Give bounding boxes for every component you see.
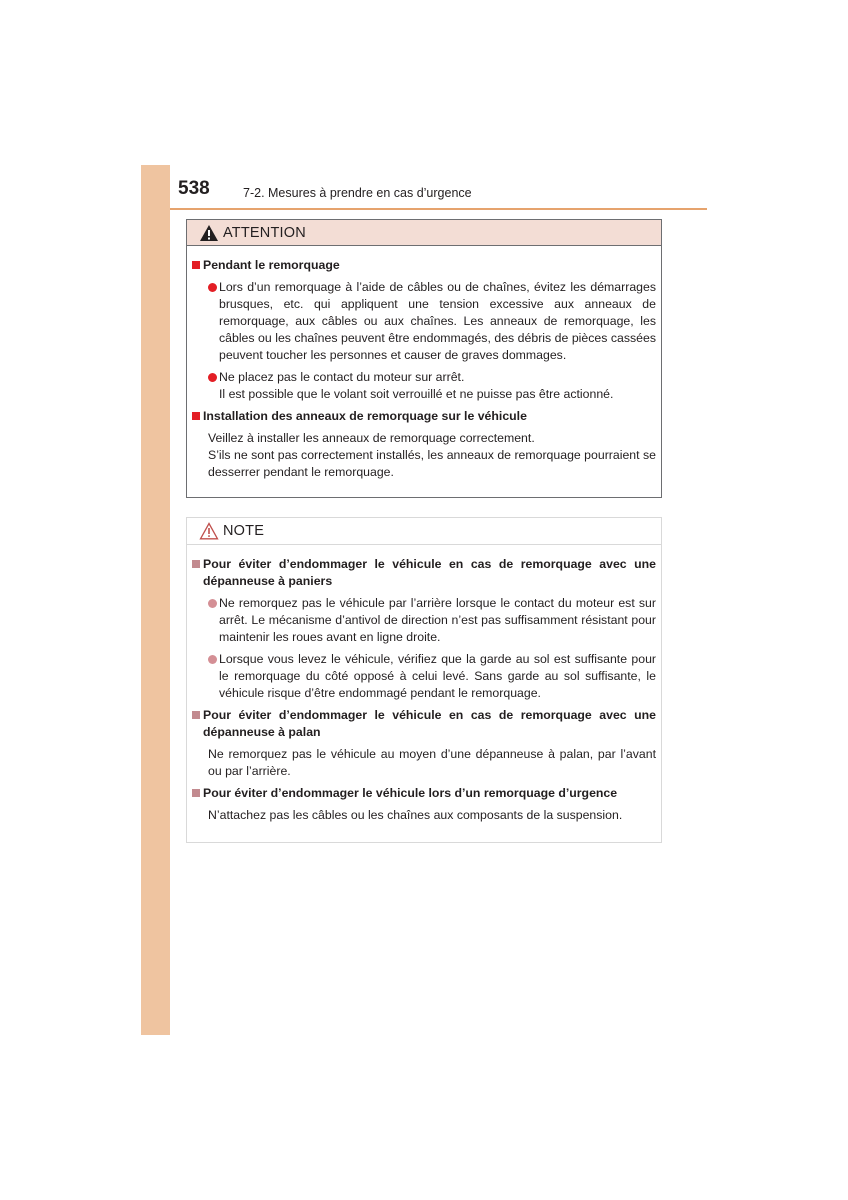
attention-title: ATTENTION <box>223 224 306 241</box>
attention-bullet-1: Lors d’un remorquage à l’aide de câbles ou de chaînes, évitez les démarrages brusques, etc. qui appliquent une tension excessive aux anneaux de remorquage, aux câbles ou aux chaînes. Les anneaux de remorquage, les câbles ou les chaînes peuvent être endommagés, des débris de pièces cassées peuvent toucher les personnes et causer de graves dommages. <box>192 279 656 364</box>
note-box <box>186 517 662 843</box>
note-heading-basket-text: Pour éviter d’endommager le véhicule en cas de remorquage avec une dépanneuse à paniers <box>203 557 656 588</box>
page-header <box>170 176 707 210</box>
side-tab-band <box>141 165 170 1035</box>
note-bullet-1: Ne remorquez pas le véhicule par l’arrière lorsque le contact du moteur est sur arrêt. Le mécanisme d’antivol de direction n’est pas suffisamment résistant pour maintenir les roues avant en ligne droite. <box>192 595 656 646</box>
attention-bullet-2-line1: Ne placez pas le contact du moteur sur arrêt. <box>219 370 465 384</box>
note-header <box>187 518 661 545</box>
warning-triangle-icon <box>199 224 219 242</box>
warning-outline-triangle-icon <box>199 522 219 540</box>
note-heading-basket <box>192 556 656 590</box>
section-title: 7-2. Mesures à prendre en cas d’urgence <box>243 186 472 200</box>
attention-install-text <box>192 430 656 481</box>
page-number: 538 <box>178 178 210 199</box>
attention-bullet-2-line2: Il est possible que le volant soit verrouillé et ne puisse pas être actionné. <box>219 387 614 401</box>
note-heading-emergency: Pour éviter d’endommager le véhicule lors d’un remorquage d’urgence <box>192 785 656 802</box>
attention-install-line1: Veillez à installer les anneaux de remorquage correctement. <box>208 431 535 445</box>
note-hoist-text: Ne remorquez pas le véhicule au moyen d’une dépanneuse à palan, par l’avant ou par l’arrière. <box>208 747 656 778</box>
attention-install-line2: S’ils ne sont pas correctement installés, les anneaux de remorquage pourraient se desserrer pendant le remorquage. <box>208 448 656 479</box>
note-heading-hoist-text: Pour éviter d’endommager le véhicule en cas de remorquage avec une dépanneuse à palan <box>203 708 656 739</box>
attention-header <box>187 220 661 246</box>
note-emergency-text: N’attachez pas les câbles ou les chaînes aux composants de la suspension. <box>208 808 623 822</box>
attention-heading-towing: Pendant le remorquage <box>192 257 656 274</box>
note-title: NOTE <box>223 523 265 539</box>
attention-bullet-2 <box>192 369 656 403</box>
note-bullet-2: Lorsque vous levez le véhicule, vérifiez que la garde au sol est suffisante pour le remorquage du côté opposé à celui levé. Sans garde au sol suffisante, le véhicule risque d’être endommagé pendant le remorquage. <box>192 651 656 702</box>
attention-box <box>186 219 662 498</box>
note-heading-hoist <box>192 707 656 741</box>
attention-heading-install: Installation des anneaux de remorquage sur le véhicule <box>192 408 656 425</box>
